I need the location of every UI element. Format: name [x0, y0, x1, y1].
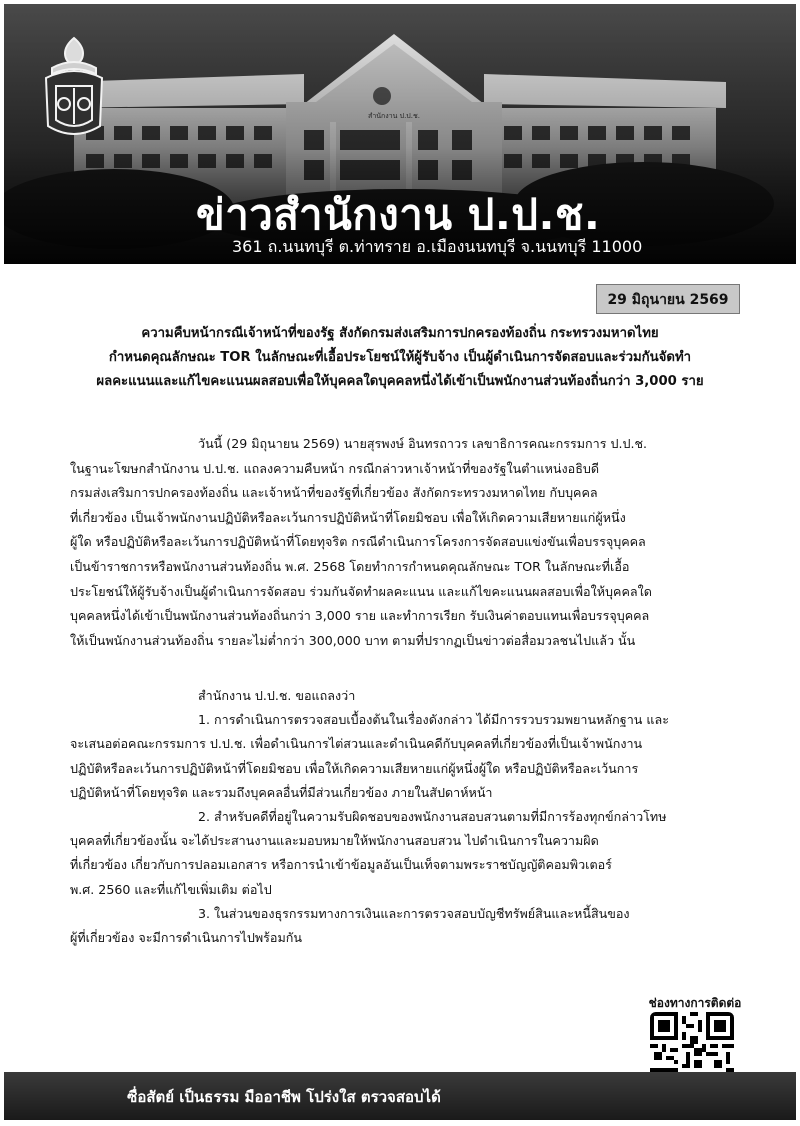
- footer-motto: ซื่อสัตย์ เป็นธรรม มืออาชีพ โปร่งใส ตรวจสอบได้: [127, 1088, 441, 1106]
- headline-line: กำหนดคุณลักษณะ TOR ในลักษณะที่เอื้อประโยชน์ให้ผู้รับจ้าง เป็นผู้ดำเนินการจัดสอบและร่วมกันจัดทำ: [108, 350, 692, 365]
- statement-section: [70, 684, 742, 950]
- point-3-line: 3. ในส่วนของธุรกรรมทางการเงินและการตรวจสอบบัญชีทรัพย์สินและหนี้สินของ: [198, 905, 630, 921]
- headline: [60, 322, 740, 394]
- point-2-line: พ.ศ. 2560 และที่แก้ไขเพิ่มเติม ต่อไป: [70, 881, 272, 897]
- contact-label: ช่องทางการติดต่อ: [648, 996, 742, 1010]
- paragraph-line: ที่เกี่ยวข้อง เป็นเจ้าพนักงานปฏิบัติหรือละเว้นการปฏิบัติหน้าที่โดยมิชอบ เพื่อให้เกิดความเสียหายแก่ผู้หนึ่ง: [70, 509, 626, 525]
- header-title: ข่าวสำนักงาน ป.ป.ช.: [196, 190, 601, 239]
- paragraph-line: กรมส่งเสริมการปกครองท้องถิ่น และเจ้าหน้าที่ของรัฐที่เกี่ยวข้อง สังกัดกระทรวงมหาดไทย กับบุคคล: [70, 485, 598, 501]
- paragraph-line: ผู้ใด หรือปฏิบัติหรือละเว้นการปฏิบัติหน้าที่โดยทุจริต กรณีดำเนินการโครงการจัดสอบแข่งขันเพื่อบรรจุบุคคล: [70, 534, 646, 550]
- headline-line: ผลคะแนนและแก้ไขคะแนนผลสอบเพื่อให้บุคคลใดบุคคลหนึ่งได้เข้าเป็นพนักงานส่วนท้องถิ่นกว่า 3,000 ราย: [96, 374, 704, 389]
- point-2-line: ที่เกี่ยวข้อง เกี่ยวกับการปลอมเอกสาร หรือการนำเข้าข้อมูลอันเป็นเท็จตามพระราชบัญญัติคอมพิวเตอร์: [70, 857, 612, 873]
- point-1-line: 1. การดำเนินการตรวจสอบเบื้องต้นในเรื่องดังกล่าว ได้มีการรวบรวมพยานหลักฐาน และ: [198, 712, 669, 728]
- header-banner: [4, 4, 796, 264]
- paragraph-line: เป็นข้าราชการหรือพนักงานส่วนท้องถิ่น พ.ศ. 2568 โดยทำการกำหนดคุณลักษณะ TOR ในลักษณะที่เอื้อ: [70, 558, 630, 574]
- point-2-line: 2. สำหรับคดีที่อยู่ในความรับผิดชอบของพนักงานสอบสวนตามที่มีการร้องทุกข์กล่าวโทษ: [198, 809, 667, 825]
- point-2-line: บุคคลที่เกี่ยวข้องนั้น จะได้ประสานงานและมอบหมายให้พนักงานสอบสวน ไปดำเนินการในความผิด: [70, 833, 599, 849]
- headline-line: ความคืบหน้ากรณีเจ้าหน้าที่ของรัฐ สังกัดกรมส่งเสริมการปกครองท้องถิ่น กระทรวงมหาดไทย: [141, 326, 659, 341]
- paragraph-line: บุคคลหนึ่งได้เข้าเป็นพนักงานส่วนท้องถิ่นกว่า 3,000 ราย และทำการเรียก รับเงินค่าตอบแทนเพื่อบรรจุบุคคล: [70, 608, 650, 624]
- footer-bar: [4, 1072, 796, 1120]
- point-3-line: ผู้ที่เกี่ยวข้อง จะมีการดำเนินการไปพร้อมกัน: [70, 930, 303, 946]
- nacc-emblem-icon: [34, 34, 114, 144]
- paragraph-1: [70, 432, 742, 653]
- point-1-line: ปฏิบัติหรือละเว้นการปฏิบัติหน้าที่โดยมิชอบ เพื่อให้เกิดความเสียหายแก่ผู้หนึ่งผู้ใด หรือปฏิบัติหรือละเว้นการ: [70, 760, 639, 776]
- paragraph-line: ในฐานะโฆษกสำนักงาน ป.ป.ช. แถลงความคืบหน้า กรณีกล่าวหาเจ้าหน้าที่ของรัฐในตำแหน่งอธิบดี: [70, 460, 600, 476]
- point-1-line: ปฏิบัติหน้าที่โดยทุจริต และรวมถึงบุคคลอื่นที่มีส่วนเกี่ยวข้อง ภายในสัปดาห์หน้า: [70, 784, 493, 800]
- date-badge: 29 มิถุนายน 2569: [596, 284, 740, 314]
- point-1-line: จะเสนอต่อคณะกรรมการ ป.ป.ช. เพื่อดำเนินการไต่สวนและดำเนินคดีกับบุคคลที่เกี่ยวข้องที่เป็นเจ้าพนักงาน: [70, 736, 643, 752]
- paragraph-line: ให้เป็นพนักงานส่วนท้องถิ่น รายละไม่ต่ำกว่า 300,000 บาท ตามที่ปรากฏเป็นข่าวต่อสื่อมวลชนไปแล้ว นั้น: [70, 632, 636, 648]
- paragraph-line: ประโยชน์ให้ผู้รับจ้างเป็นผู้ดำเนินการจัดสอบ ร่วมกันจัดทำผลคะแนน และแก้ไขคะแนนผลสอบเพื่อให้บุคคลใด: [70, 583, 652, 599]
- statement-intro: สำนักงาน ป.ป.ช. ขอแถลงว่า: [198, 688, 356, 703]
- header-address: 361 ถ.นนทบุรี ต.ท่าทราย อ.เมืองนนทบุรี จ.นนทบุรี 11000: [232, 237, 643, 256]
- paragraph-line: วันนี้ (29 มิถุนายน 2569) นายสุรพงษ์ อินทรถาวร เลขาธิการคณะกรรมการ ป.ป.ช.: [198, 436, 648, 451]
